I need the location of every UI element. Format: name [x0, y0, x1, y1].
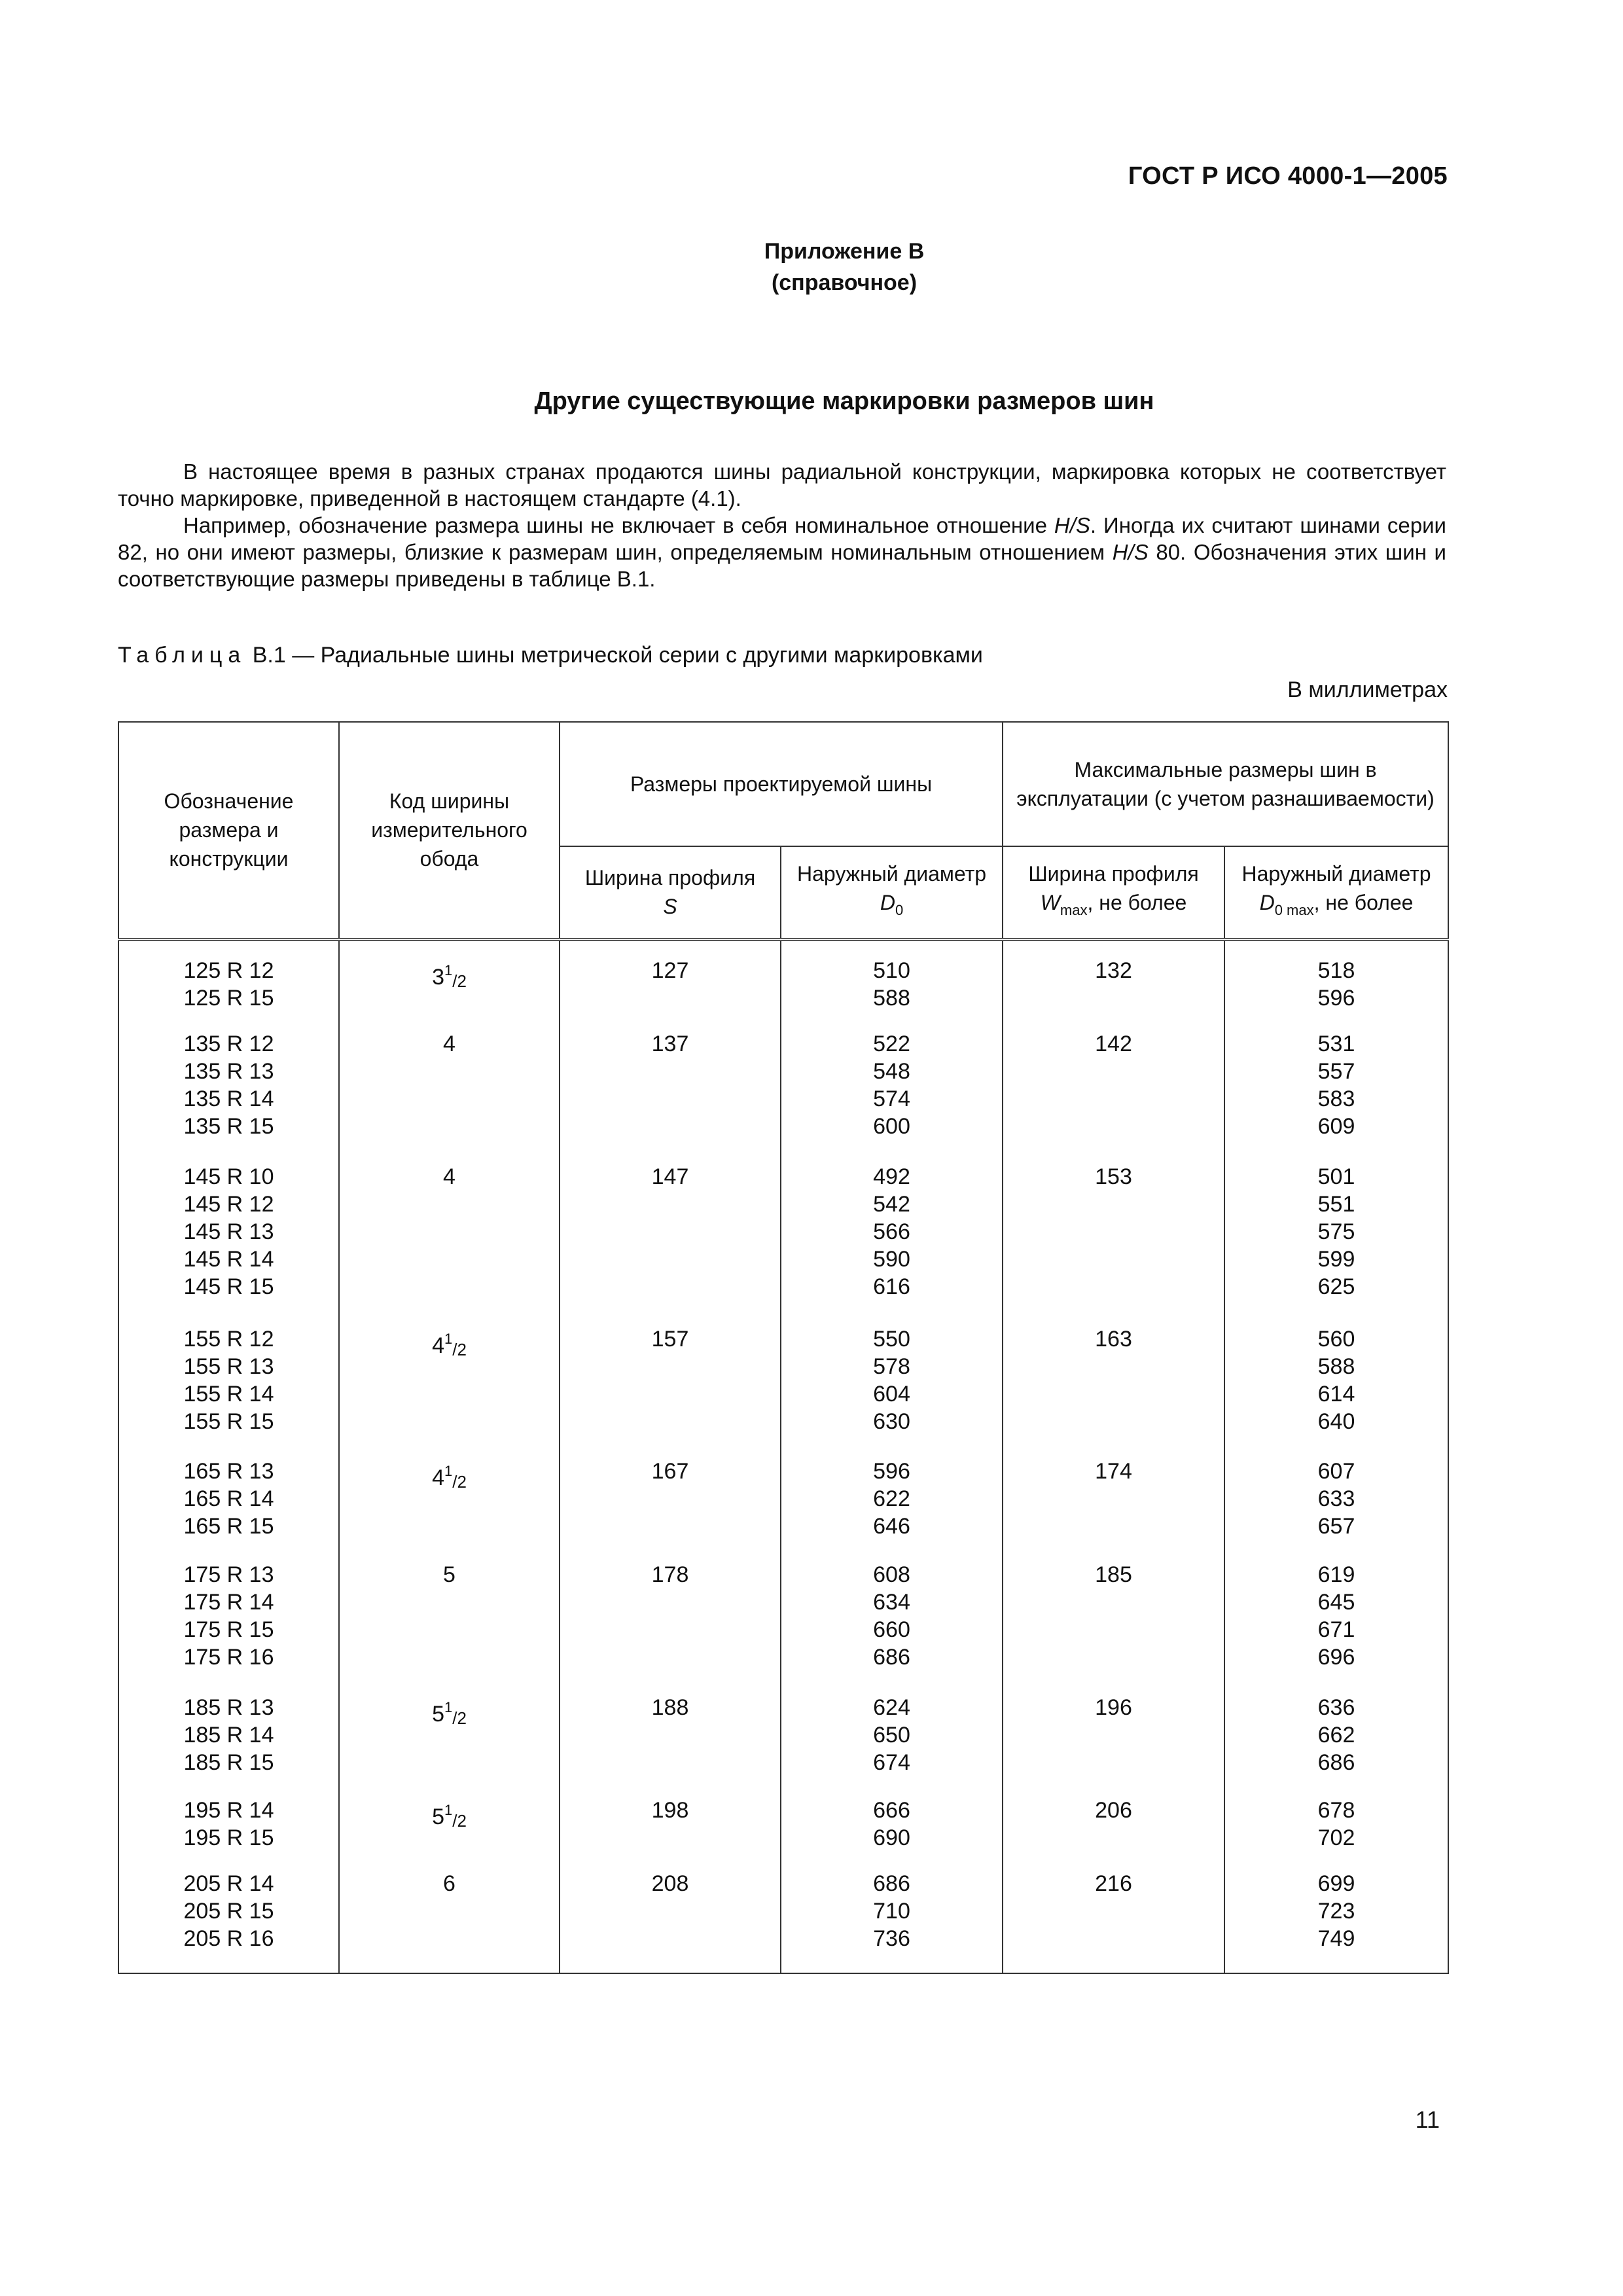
outer-diameter-value: 634	[873, 1589, 910, 1615]
section-width-value: 198	[560, 1784, 781, 1857]
document-code: ГОСТ Р ИСО 4000-1—2005	[1128, 162, 1448, 190]
units-note: В миллиметрах	[1287, 677, 1448, 702]
rim-code-cell	[339, 1857, 560, 1973]
rim-code-cell	[339, 1312, 560, 1445]
tire-designation: 195 R 14	[183, 1797, 274, 1823]
outer-diameter-value: 566	[873, 1219, 910, 1244]
table-row	[118, 1857, 1448, 1973]
table-caption-label: Таблица	[118, 643, 247, 668]
rim-code-cell	[339, 1681, 560, 1784]
outer-diameter-value: 690	[873, 1825, 910, 1850]
max-diameter-value: 702	[1317, 1825, 1355, 1850]
header-max-diameter-sub: 0 max	[1274, 902, 1314, 919]
header-max-width-symbol: W	[1040, 891, 1060, 915]
max-width-value: 185	[1003, 1548, 1224, 1681]
section-width-value: 188	[560, 1681, 781, 1784]
rim-code-cell	[339, 1017, 560, 1150]
tire-designation-cell	[118, 1444, 339, 1547]
rim-code-whole: 3	[432, 964, 444, 990]
header-max-diameter-text: Наружный диаметр	[1241, 862, 1431, 886]
max-diameter-value: 531	[1317, 1031, 1355, 1057]
max-diameter-value: 557	[1317, 1059, 1355, 1085]
header-max-diameter	[1224, 846, 1448, 939]
rim-code-cell	[339, 1784, 560, 1857]
max-diameter-value: 560	[1317, 1326, 1355, 1352]
rim-code-fraction-slash: /	[452, 1708, 457, 1728]
tire-designation: 195 R 15	[183, 1825, 274, 1850]
tire-designation: 205 R 14	[183, 1871, 274, 1897]
header-max-diameter-symbol: D	[1259, 891, 1275, 915]
rim-code-fraction-denominator: 2	[457, 1339, 467, 1359]
outer-diameter-value: 646	[873, 1514, 910, 1539]
outer-diameter-value: 548	[873, 1059, 910, 1085]
max-diameter-value: 671	[1317, 1617, 1355, 1642]
max-diameter-value: 575	[1317, 1219, 1355, 1244]
table-row	[118, 1150, 1448, 1312]
max-diameter-value: 640	[1317, 1408, 1355, 1434]
rim-code-whole: 4	[432, 1465, 444, 1491]
header-outer-diameter-symbol: D	[880, 891, 895, 915]
outer-diameter-value-cell	[781, 939, 1003, 1017]
max-diameter-value-cell	[1224, 1312, 1448, 1445]
outer-diameter-value: 604	[873, 1381, 910, 1407]
outer-diameter-value: 550	[873, 1326, 910, 1352]
paragraph-1: В настоящее время в разных странах продаются шины радиальной конструкции, маркировка которых не соответствует точно маркировке, приведенной в настоящем стандарте (4.1).	[118, 459, 1446, 511]
annex-heading	[0, 236, 1623, 298]
outer-diameter-value: 542	[873, 1191, 910, 1217]
paragraph-2	[118, 512, 1446, 592]
table-caption-text: В.1 — Радиальные шины метрической серии с другими маркировками	[246, 643, 983, 668]
outer-diameter-value: 574	[873, 1086, 910, 1112]
tire-designation: 205 R 15	[183, 1899, 274, 1924]
max-diameter-value: 678	[1317, 1797, 1355, 1823]
tire-designation-cell	[118, 1150, 339, 1312]
table-row	[118, 1017, 1448, 1150]
max-diameter-value: 599	[1317, 1246, 1355, 1272]
rim-code-fraction-denominator: 2	[457, 971, 467, 991]
rim-code-whole: 4	[432, 1333, 444, 1358]
max-diameter-value: 657	[1317, 1514, 1355, 1539]
outer-diameter-value-cell	[781, 1857, 1003, 1973]
max-diameter-value-cell	[1224, 939, 1448, 1017]
max-diameter-value: 699	[1317, 1871, 1355, 1897]
section-width-value: 157	[560, 1312, 781, 1445]
header-max-width	[1003, 846, 1224, 939]
annex-title-text: Другие существующие маркировки размеров шин	[534, 387, 1154, 415]
outer-diameter-value-cell	[781, 1017, 1003, 1150]
tire-designation: 145 R 13	[183, 1219, 274, 1244]
rim-code-fraction-slash: /	[452, 1810, 457, 1831]
outer-diameter-value-cell	[781, 1150, 1003, 1312]
header-max-dimensions: Максимальные размеры шин в эксплуатации (с учетом разнашиваемости)	[1003, 722, 1448, 846]
tire-designation-cell	[118, 1548, 339, 1681]
tire-designation: 145 R 14	[183, 1246, 274, 1272]
header-section-width-symbol: S	[663, 895, 677, 919]
max-width-value: 206	[1003, 1784, 1224, 1857]
outer-diameter-value-cell	[781, 1681, 1003, 1784]
tire-designation: 165 R 14	[183, 1486, 274, 1512]
max-width-value: 216	[1003, 1857, 1224, 1973]
header-max-width-text: Ширина профиля	[1028, 862, 1199, 886]
section-width-value: 127	[560, 939, 781, 1017]
max-diameter-value-cell	[1224, 1150, 1448, 1312]
table-row	[118, 939, 1448, 1017]
page-number: 11	[1415, 2106, 1440, 2133]
tire-designation-cell	[118, 1857, 339, 1973]
max-width-value: 163	[1003, 1312, 1224, 1445]
header-outer-diameter	[781, 846, 1003, 939]
outer-diameter-value: 492	[873, 1164, 910, 1189]
outer-diameter-value-cell	[781, 1444, 1003, 1547]
max-diameter-value: 501	[1317, 1164, 1355, 1189]
max-diameter-value: 583	[1317, 1086, 1355, 1112]
annex-title	[0, 387, 1623, 416]
outer-diameter-value: 608	[873, 1562, 910, 1587]
rim-code-cell	[339, 1444, 560, 1547]
rim-code-fraction-numerator: 1	[444, 1330, 453, 1347]
rim-code-cell	[339, 1548, 560, 1681]
rim-code-fraction-denominator: 2	[457, 1810, 467, 1831]
tire-designation: 125 R 15	[183, 985, 274, 1011]
section-width-value: 137	[560, 1017, 781, 1150]
header-design-dimensions: Размеры проектируемой шины	[560, 722, 1003, 846]
section-width-value: 178	[560, 1548, 781, 1681]
outer-diameter-value: 578	[873, 1354, 910, 1379]
max-width-value: 153	[1003, 1150, 1224, 1312]
rim-code-fraction-numerator: 1	[444, 961, 453, 978]
header-max-width-sub: max	[1060, 902, 1088, 919]
outer-diameter-value-cell	[781, 1784, 1003, 1857]
paragraph-2-part-3: 80. Обозначения этих шин и соответствующие размеры приведены в таблице В.1.	[118, 540, 1446, 591]
max-width-value: 196	[1003, 1681, 1224, 1784]
outer-diameter-value: 666	[873, 1797, 910, 1823]
intro-text	[118, 458, 1446, 592]
tire-designation: 135 R 12	[183, 1031, 274, 1057]
tire-designation: 135 R 15	[183, 1114, 274, 1139]
rim-code-fraction-numerator: 1	[444, 1463, 453, 1480]
hs-ratio-1: H/S	[1054, 513, 1090, 537]
max-diameter-value: 633	[1317, 1486, 1355, 1512]
tire-designation: 185 R 13	[183, 1695, 274, 1720]
tire-designation-cell	[118, 1681, 339, 1784]
outer-diameter-value: 600	[873, 1114, 910, 1139]
annex-label: Приложение В	[764, 239, 925, 264]
max-diameter-value: 551	[1317, 1191, 1355, 1217]
tire-designation: 145 R 12	[183, 1191, 274, 1217]
outer-diameter-value: 660	[873, 1617, 910, 1642]
header-max-width-suffix: , не более	[1087, 891, 1187, 915]
tire-designation: 135 R 13	[183, 1059, 274, 1085]
max-diameter-value-cell	[1224, 1017, 1448, 1150]
table-row	[118, 1548, 1448, 1681]
max-diameter-value: 749	[1317, 1926, 1355, 1952]
max-diameter-value: 607	[1317, 1459, 1355, 1484]
header-section-width	[560, 846, 781, 939]
outer-diameter-value: 630	[873, 1408, 910, 1434]
outer-diameter-value: 622	[873, 1486, 910, 1512]
rim-code-whole: 5	[432, 1804, 444, 1829]
outer-diameter-value: 510	[873, 958, 910, 983]
outer-diameter-value: 616	[873, 1274, 910, 1299]
rim-code-fraction-denominator: 2	[457, 1472, 467, 1492]
tire-designation: 175 R 16	[183, 1644, 274, 1670]
rim-code-whole: 4	[443, 1031, 455, 1057]
rim-code-fraction-slash: /	[452, 1472, 457, 1492]
header-designation: Обозначение размера и конструкции	[118, 722, 339, 939]
tire-designation-cell	[118, 1784, 339, 1857]
section-width-value: 208	[560, 1857, 781, 1973]
max-diameter-value-cell	[1224, 1857, 1448, 1973]
table-row	[118, 1444, 1448, 1547]
tire-designation-cell	[118, 1312, 339, 1445]
max-diameter-value: 662	[1317, 1722, 1355, 1748]
table-caption	[118, 643, 983, 668]
tire-designation: 155 R 12	[183, 1326, 274, 1352]
tire-designation-cell	[118, 1017, 339, 1150]
header-section-width-text: Ширина профиля	[584, 866, 756, 890]
tire-designation: 175 R 14	[183, 1589, 274, 1615]
rim-code-whole: 5	[432, 1701, 444, 1727]
tire-designation: 175 R 13	[183, 1562, 274, 1587]
max-diameter-value: 518	[1317, 958, 1355, 983]
outer-diameter-value: 686	[873, 1871, 910, 1897]
outer-diameter-value-cell	[781, 1548, 1003, 1681]
outer-diameter-value: 624	[873, 1695, 910, 1720]
outer-diameter-value-cell	[781, 1312, 1003, 1445]
outer-diameter-value: 650	[873, 1722, 910, 1748]
tire-designation: 145 R 15	[183, 1274, 274, 1299]
tire-designation: 205 R 16	[183, 1926, 274, 1952]
max-diameter-value: 619	[1317, 1562, 1355, 1587]
rim-code-whole: 4	[443, 1164, 455, 1189]
max-diameter-value-cell	[1224, 1784, 1448, 1857]
rim-code-fraction-numerator: 1	[444, 1801, 453, 1818]
header-max-diameter-suffix: , не более	[1313, 891, 1414, 915]
tire-designation: 125 R 12	[183, 958, 274, 983]
section-width-value: 167	[560, 1444, 781, 1547]
tire-designation: 175 R 15	[183, 1617, 274, 1642]
rim-code-fraction-numerator: 1	[444, 1698, 453, 1715]
outer-diameter-value: 596	[873, 1459, 910, 1484]
max-diameter-value: 625	[1317, 1274, 1355, 1299]
max-width-value: 132	[1003, 939, 1224, 1017]
rim-code-whole: 5	[443, 1562, 455, 1587]
tire-designation: 155 R 14	[183, 1381, 274, 1407]
rim-code-cell	[339, 939, 560, 1017]
annex-type: (справочное)	[771, 270, 918, 295]
outer-diameter-value: 736	[873, 1926, 910, 1952]
rim-code-cell	[339, 1150, 560, 1312]
rim-code-whole: 6	[443, 1871, 455, 1897]
tire-designation: 145 R 10	[183, 1164, 274, 1189]
outer-diameter-value: 588	[873, 985, 910, 1011]
paragraph-2-part-2: . Иногда их считают шинами серии 82, но они имеют размеры, близкие к размерам шин, определяемым номинальным отношением	[118, 513, 1446, 564]
outer-diameter-value: 522	[873, 1031, 910, 1057]
tire-size-table-wrapper	[118, 721, 1448, 1974]
paragraph-2-part-1: Например, обозначение размера шины не включает в себя номинальное отношение	[183, 513, 1054, 537]
outer-diameter-value: 686	[873, 1644, 910, 1670]
max-width-value: 174	[1003, 1444, 1224, 1547]
rim-code-fraction-denominator: 2	[457, 1708, 467, 1728]
table-body	[118, 939, 1448, 1973]
tire-designation: 185 R 15	[183, 1749, 274, 1775]
max-diameter-value: 636	[1317, 1695, 1355, 1720]
tire-designation: 165 R 15	[183, 1514, 274, 1539]
tire-designation: 165 R 13	[183, 1459, 274, 1484]
tire-designation-cell	[118, 939, 339, 1017]
max-diameter-value-cell	[1224, 1444, 1448, 1547]
tire-designation: 135 R 14	[183, 1086, 274, 1112]
outer-diameter-value: 674	[873, 1749, 910, 1775]
tire-designation: 155 R 13	[183, 1354, 274, 1379]
rim-code-fraction-slash: /	[452, 971, 457, 991]
hs-ratio-2: H/S	[1112, 540, 1149, 564]
tire-size-table	[118, 721, 1449, 1974]
rim-code-fraction-slash: /	[452, 1339, 457, 1359]
max-diameter-value-cell	[1224, 1681, 1448, 1784]
section-width-value: 147	[560, 1150, 781, 1312]
max-diameter-value: 588	[1317, 1354, 1355, 1379]
max-diameter-value: 686	[1317, 1749, 1355, 1775]
max-diameter-value: 645	[1317, 1589, 1355, 1615]
tire-designation: 185 R 14	[183, 1722, 274, 1748]
max-diameter-value: 614	[1317, 1381, 1355, 1407]
max-diameter-value: 723	[1317, 1899, 1355, 1924]
table-row	[118, 1681, 1448, 1784]
outer-diameter-value: 590	[873, 1246, 910, 1272]
tire-designation: 155 R 15	[183, 1408, 274, 1434]
outer-diameter-value: 710	[873, 1899, 910, 1924]
header-outer-diameter-sub: 0	[895, 902, 904, 919]
max-diameter-value: 609	[1317, 1114, 1355, 1139]
max-diameter-value: 696	[1317, 1644, 1355, 1670]
max-diameter-value-cell	[1224, 1548, 1448, 1681]
table-row	[118, 1784, 1448, 1857]
max-width-value: 142	[1003, 1017, 1224, 1150]
header-rim-code: Код ширины измерительного обода	[339, 722, 560, 939]
table-row	[118, 1312, 1448, 1445]
max-diameter-value: 596	[1317, 985, 1355, 1011]
header-outer-diameter-text: Наружный диаметр	[796, 862, 987, 886]
